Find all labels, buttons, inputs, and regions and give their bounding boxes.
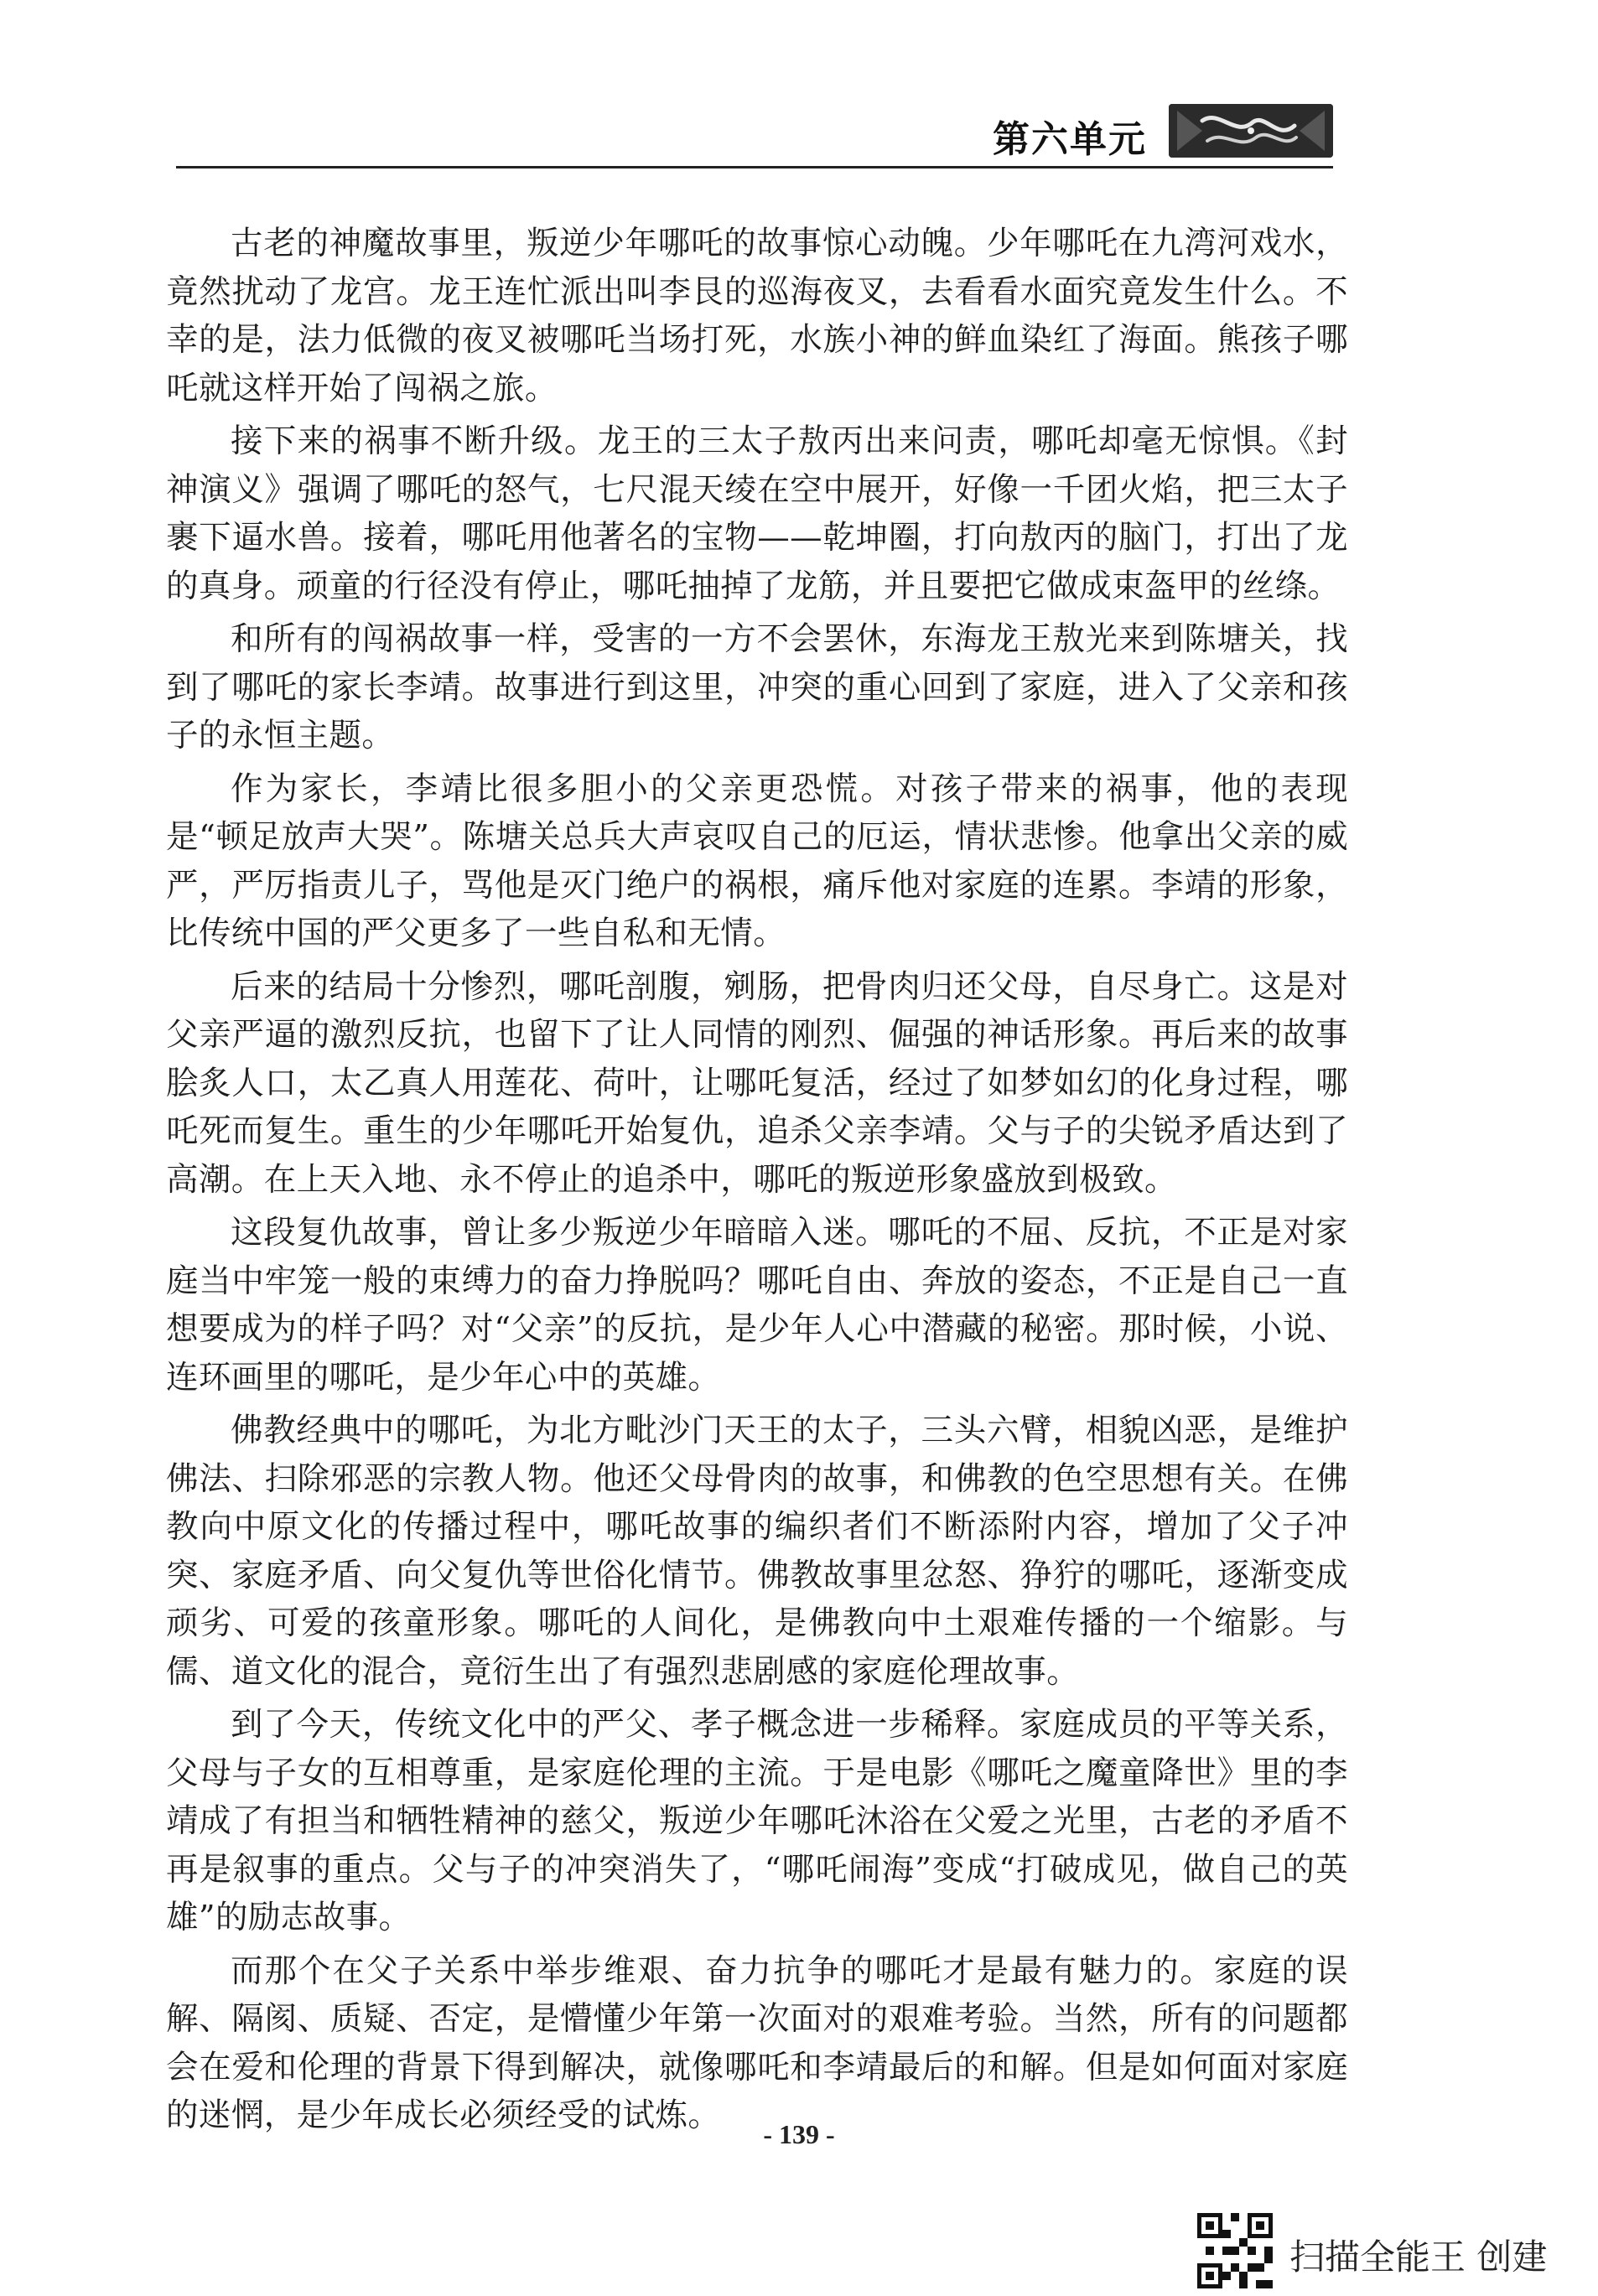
qr-code-icon	[1197, 2213, 1273, 2288]
paragraph: 后来的结局十分惨烈，哪吒剖腹，剜肠，把骨肉归还父母，自尽身亡。这是对父亲严逼的激烈反抗，也留下了让人同情的刚烈、倔强的神话形象。再后来的故事脍炙人口，太乙真人用莲花、荷叶，让哪吒复活，经过了如梦如幻的化身过程，哪吒死而复生。重生的少年哪吒开始复仇，追杀父亲李靖。父与子的尖锐矛盾达到了高潮。在上天入地、永不停止的追杀中，哪吒的叛逆形象盛放到极致。	[166, 967, 1348, 1199]
scanner-watermark	[1197, 2213, 1591, 2293]
paragraph: 作为家长，李靖比很多胆小的父亲更恐慌。对孩子带来的祸事，他的表现是“顿足放声大哭”。陈塘关总兵大声哀叹自己的厄运，情状悲惨。他拿出父亲的威严，严厉指责儿子，骂他是灭门绝户的祸根，痛斥他对家庭的连累。李靖的形象，比传统中国的严父更多了一些自私和无情。	[166, 770, 1348, 952]
watermark-text: 扫描全能王 创建	[1289, 2236, 1548, 2278]
paragraph: 和所有的闯祸故事一样，受害的一方不会罢休，东海龙王敖光来到陈塘关，找到了哪吒的家长李靖。故事进行到这里，冲突的重心回到了家庭，进入了父亲和孩子的永恒主题。	[166, 620, 1348, 754]
paragraph: 而那个在父子关系中举步维艰、奋力抗争的哪吒才是最有魅力的。家庭的误解、隔阂、质疑、否定，是懵懂少年第一次面对的艰难考验。当然，所有的问题都会在爱和伦理的背景下得到解决，就像哪吒和李靖最后的和解。但是如何面对家庭的迷惘，是少年成长必须经受的试炼。	[166, 1951, 1348, 2134]
article-body	[166, 220, 1348, 2145]
unit-title: 第六单元	[993, 118, 1147, 161]
page-number: - 139 -	[763, 2119, 835, 2149]
paragraph: 佛教经典中的哪吒，为北方毗沙门天王的太子，三头六臂，相貌凶恶，是维护佛法、扫除邪恶的宗教人物。他还父母骨肉的故事，和佛教的色空思想有关。在佛教向中原文化的传播过程中，哪吒故事的编织者们不断添附内容，增加了父子冲突、家庭矛盾、向父复仇等世俗化情节。佛教故事里忿怒、狰狞的哪吒，逐渐变成顽劣、可爱的孩童形象。哪吒的人间化，是佛教向中土艰难传播的一个缩影。与儒、道文化的混合，竟衍生出了有强烈悲剧感的家庭伦理故事。	[166, 1412, 1348, 1691]
paragraph: 古老的神魔故事里，叛逆少年哪吒的故事惊心动魄。少年哪吒在九湾河戏水，竟然扰动了龙宫。龙王连忙派出叫李艮的巡海夜叉，去看看水面究竟发生什么。不幸的是，法力低微的夜叉被哪吒当场打死，水族小神的鲜血染红了海面。熊孩子哪吒就这样开始了闯祸之旅。	[166, 225, 1348, 407]
page-header	[176, 101, 1333, 168]
paragraph: 接下来的祸事不断升级。龙王的三太子敖丙出来问责，哪吒却毫无惊惧。《封神演义》强调了哪吒的怒气，七尺混天绫在空中展开，好像一千团火焰，把三太子裹下逼水兽。接着，哪吒用他著名的宝物——乾坤圈，打向敖丙的脑门，打出了龙的真身。顽童的行径没有停止，哪吒抽掉了龙筋，并且要把它做成束盔甲的丝绦。	[166, 422, 1348, 605]
unit-badge-logo	[1169, 104, 1333, 158]
paragraph: 到了今天，传统文化中的严父、孝子概念进一步稀释。家庭成员的平等关系，父母与子女的互相尊重，是家庭伦理的主流。于是电影《哪吒之魔童降世》里的李靖成了有担当和牺牲精神的慈父，叛逆少年哪吒沐浴在父爱之光里，古老的矛盾不再是叙事的重点。父与子的冲突消失了，“哪吒闹海”变成“打破成见，做自己的英雄”的励志故事。	[166, 1706, 1348, 1936]
header-divider	[176, 166, 1333, 168]
paragraph: 这段复仇故事，曾让多少叛逆少年暗暗入迷。哪吒的不屈、反抗，不正是对家庭当中牢笼一般的束缚力的奋力挣脱吗？哪吒自由、奔放的姿态，不正是自己一直想要成为的样子吗？对“父亲”的反抗，是少年人心中潜藏的秘密。那时候，小说、连环画里的哪吒，是少年心中的英雄。	[166, 1214, 1348, 1397]
